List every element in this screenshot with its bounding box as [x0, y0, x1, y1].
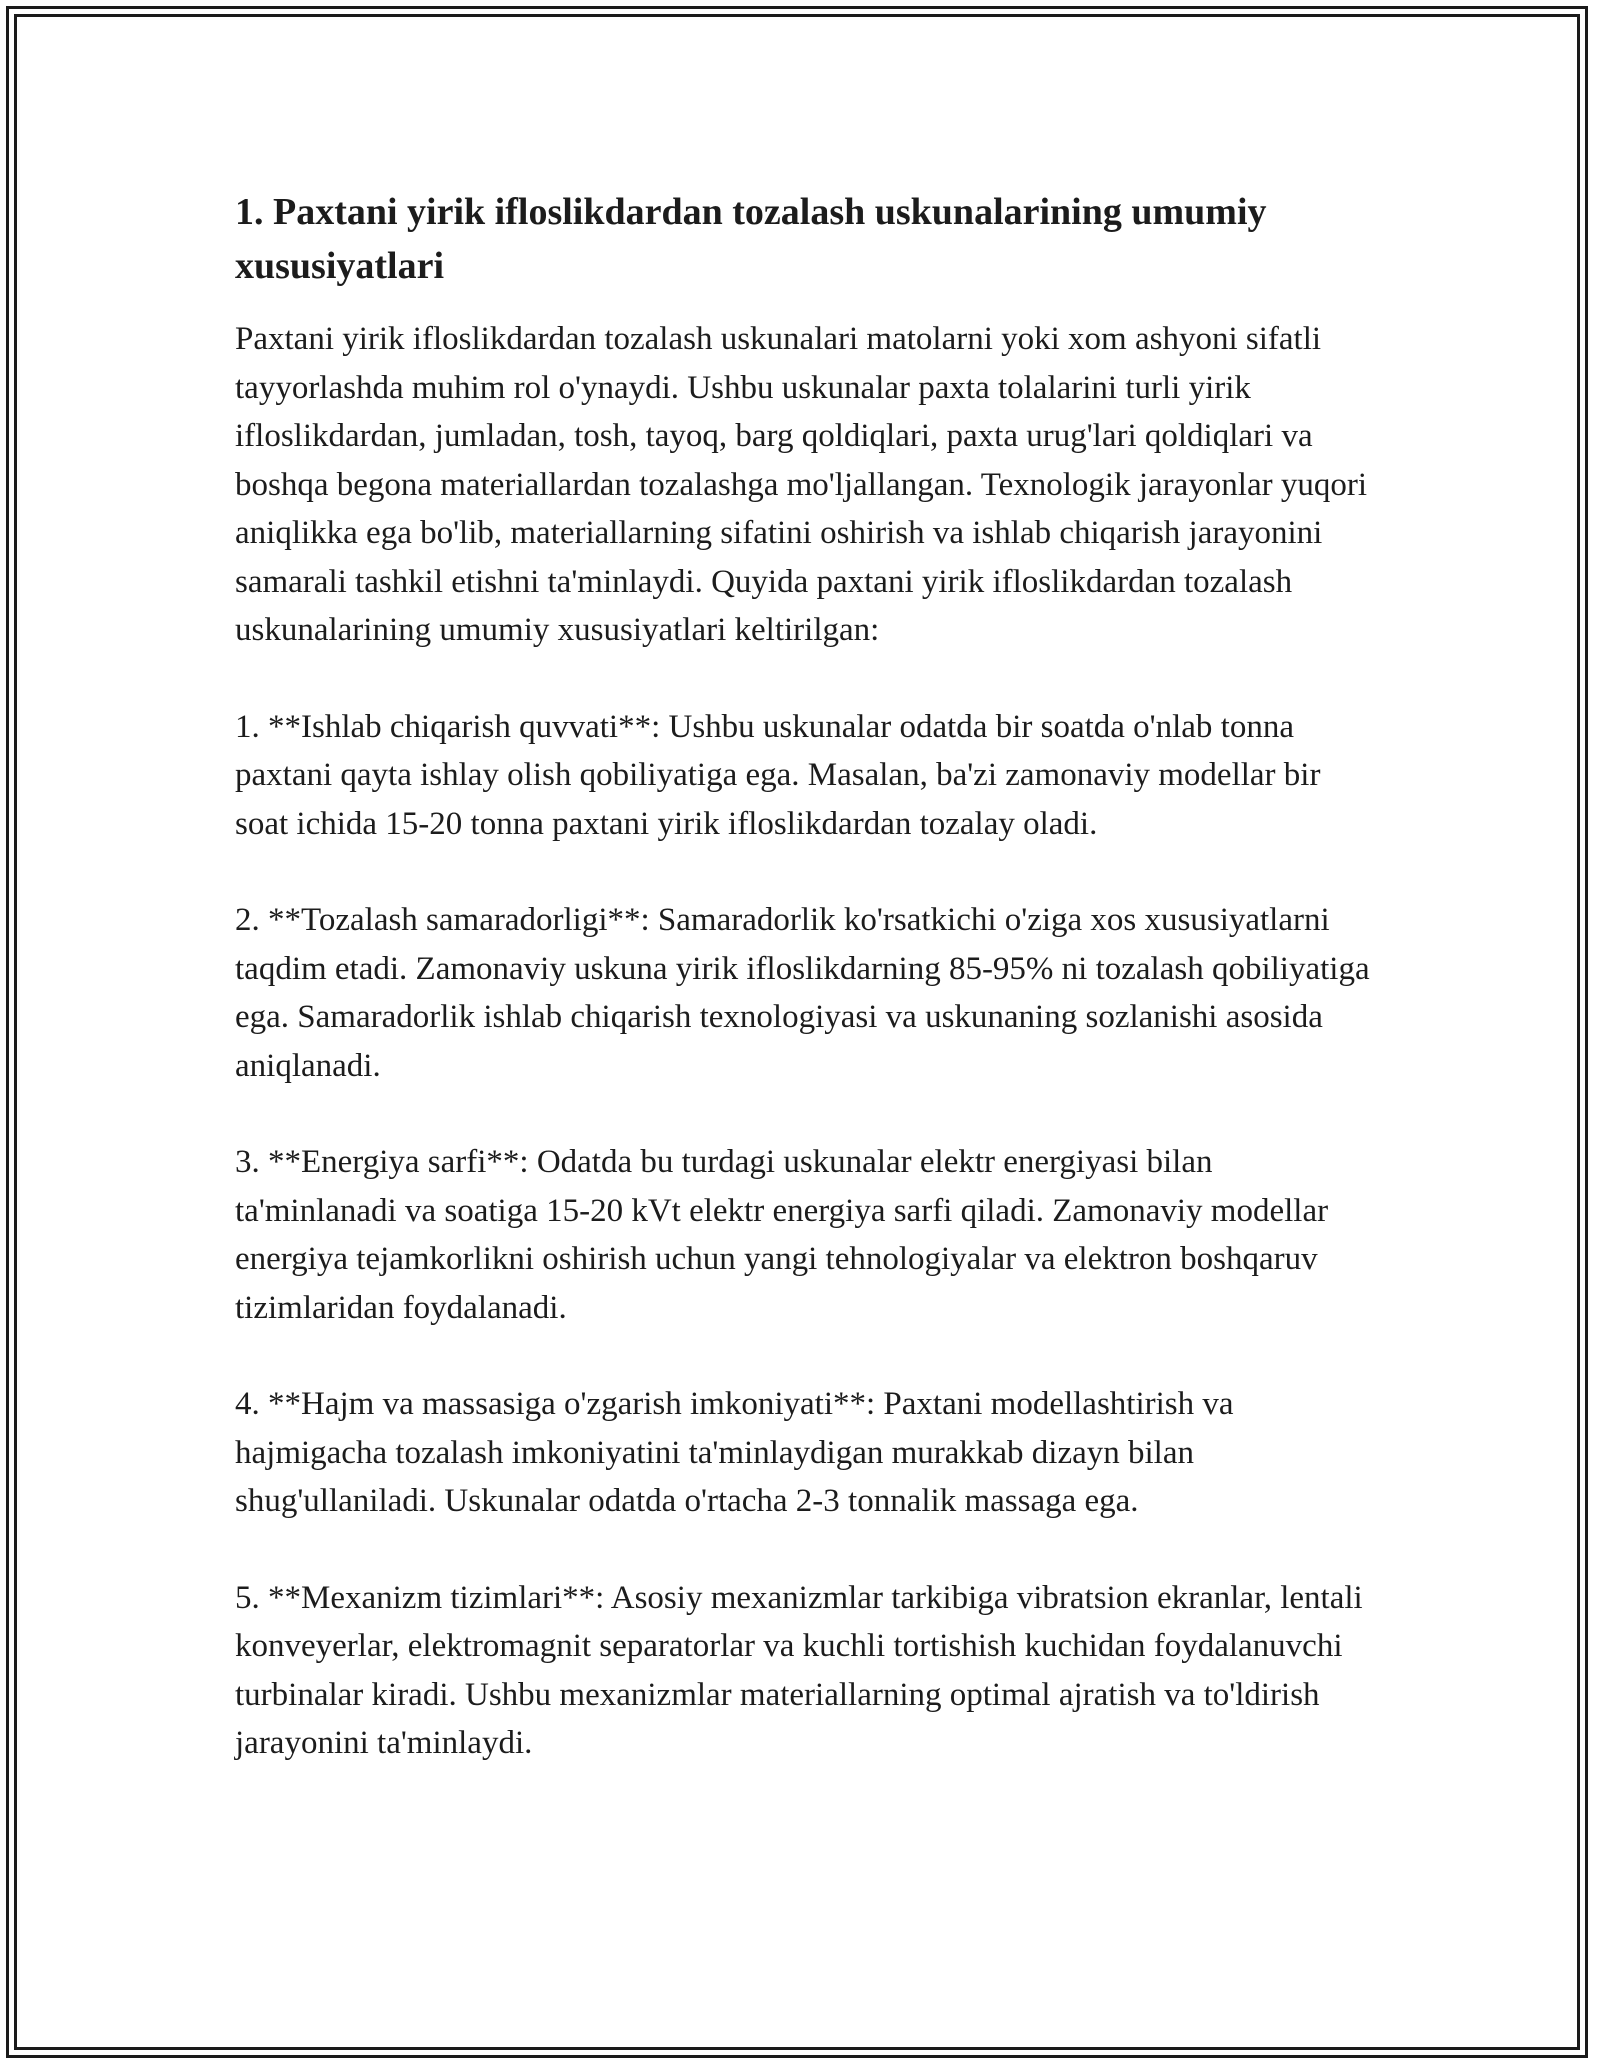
intro-paragraph: Paxtani yirik ifloslikdardan tozalash uskunalari matolarni yoki xom ashyoni sifatli tayyorlashda muhim rol o'ynaydi. Ushbu uskunalar paxta tolalarini turli yirik ifloslikdardan, jumladan, tosh, tayoq, barg qoldiqlari, paxta urug'lari qoldiqlari va boshqa begona materiallardan tozalashga mo'ljallangan. Texnologik jarayonlar yuqori aniqlikka ega bo'lib, materiallarning sifatini oshirish va ishlab chiqarish jarayonini samarali tashkil etishni ta'minlaydi. Quyida paxtani yirik ifloslikdardan tozalash uskunalarining umumiy xususiyatlari keltirilgan:: [235, 321, 1367, 648]
paragraph-volume-mass: 4. **Hajm va massasiga o'zgarish imkoniyati**: Paxtani modellashtirish va hajmigacha tozalash imkoniyatini ta'minlaydigan murakkab dizayn bilan shug'ullaniladi. Uskunalar odatda o'rtacha 2-3 tonnalik massaga ega.: [235, 1386, 1234, 1519]
paragraph-mechanism-systems: 5. **Mexanizm tizimlari**: Asosiy mexanizmlar tarkibiga vibratsion ekranlar, lentali konveyerlar, elektromagnit separatorlar va kuchli tortishish kuchidan foydalanuvchi turbinalar kiradi. Ushbu mexanizmlar materiallarning optimal ajratish va to'ldirish jarayonini ta'minlaydi.: [235, 1579, 1363, 1761]
paragraph-production-capacity: 1. **Ishlab chiqarish quvvati**: Ushbu uskunalar odatda bir soatda o'nlab tonna paxtani qayta ishlay olish qobiliyatiga ega. Masalan, ba'zi zamonaviy modellar bir soat ichida 15-20 tonna paxtani yirik ifloslikdardan tozalay oladi.: [235, 708, 1321, 842]
document-body: [235, 185, 1375, 1816]
paragraph-energy-consumption: 3. **Energiya sarfi**: Odatda bu turdagi uskunalar elektr energiyasi bilan ta'minlanadi va soatiga 15-20 kVt elektr energiya sarfi qiladi. Zamonaviy modellar energiya tejamkorlikni oshirish uchun yangi tehnologiyalar va elektron boshqaruv tizimlaridan foydalanadi.: [235, 1144, 1329, 1326]
section-heading: 1. Paxtani yirik ifloslikdardan tozalash uskunalarining umumiy xususiyatlari: [235, 191, 1267, 287]
paragraph-cleaning-efficiency: 2. **Tozalash samaradorligi**: Samaradorlik ko'rsatkichi o'ziga xos xususiyatlarni taqdim etadi. Zamonaviy uskuna yirik ifloslikdarning 85-95% ni tozalash qobiliyatiga ega. Samaradorlik ishlab chiqarish texnologiyasi va uskunaning sozlanishi asosida aniqlanadi.: [235, 902, 1370, 1084]
